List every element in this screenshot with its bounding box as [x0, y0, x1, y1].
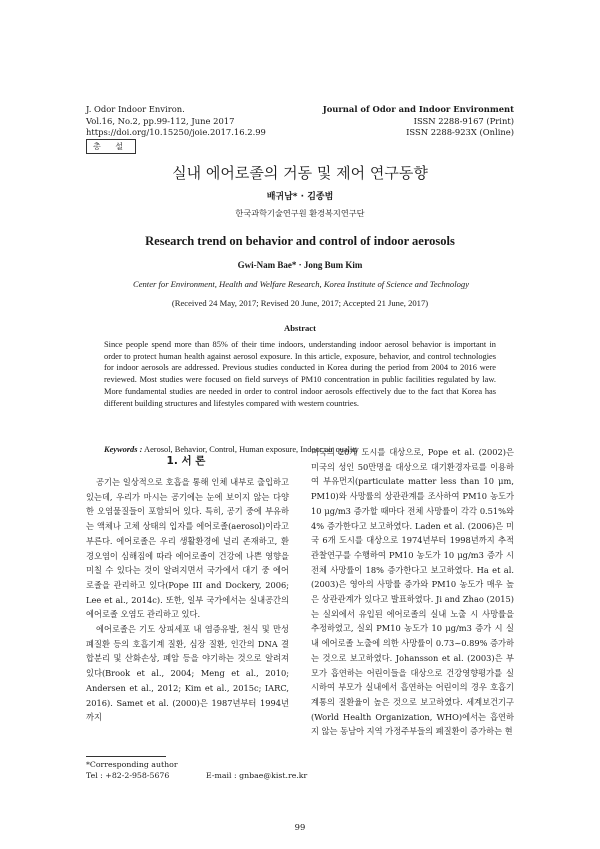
keywords-label: Keywords :: [104, 445, 143, 454]
authors-korean: 배귀남* · 김종범: [266, 192, 334, 202]
paragraph: 공기는 일상적으로 호흡을 통해 인체 내부로 출입하고 있는데, 우리가 마시는 공기에는 눈에 보이지 않는 다양한 오염물질들이 포함되어 있다. 특히, 공기 중에 부유하는 액체나 고체 상태의 입자를 에어로졸(aerosol)이라고 부른다. 에어로졸은 우리 생활환경에 널리 존재하고, 환경오염이 심해짐에 따라 에어로졸이 건강에 나쁜 영향을 미칠 수 있다는 것이 알려지면서 국가에서 대기 중 에어로졸을 관리하고 있다(Pope III and Dockery, 2006; Lee et al., 2014c). 또한, 일부 국가에서는 실내공간의 에어로졸 오염도 관리하고 있다.: [86, 477, 289, 620]
page-number: 99: [294, 822, 306, 832]
abstract-text: Since people spend more than 85% of their time indoors, understanding indoor aerosol behavior is important in order to protect human health against aerosol exposure. In this article, exposure, behavior, and control technologies for indoor aerosols are addressed. Previous studies conducted in Korea during the period from 2004 to 2016 were reviewed. Most studies were focused on field surveys of PM10 concentration in public facilities regulated by law. More fundamental studies are needed in order to control indoor aerosols effectively due to the fact that Korea has different building structures and lifestyles compared with western countries.: [104, 340, 496, 408]
corresponding-author-note: *Corresponding author: [86, 760, 178, 769]
affiliation-english: Center for Environment, Health and Welfare Research, Korea Institute of Science and Technology: [132, 279, 470, 289]
paragraph: 에어로졸은 기도 상피세포 내 염증유발, 천식 및 만성 폐질환 등의 호흡기계 질환, 심장 질환, 인간의 DNA 결합분리 및 산화손상, 폐암 등을 야기하는 것으로 알려져 있다(Brook et al., 2004; Meng et al., 2010; Andersen et al., 2012; Kim et al., 2015c; IARC, 2016). Samet et al. (2000)은 1987년부터 1994년까지: [86, 624, 289, 723]
footnote-rule: [86, 756, 166, 757]
journal-info: [264, 104, 514, 139]
issn-online: ISSN 2288-923X (Online): [406, 127, 514, 137]
abstract-heading: Abstract: [284, 323, 316, 333]
section-heading-introduction: 1. 서 론: [166, 455, 206, 467]
authors-english: Gwi-Nam Bae* · Jong Bum Kim: [237, 260, 363, 270]
email-address[interactable]: E-mail : gnbae@kist.re.kr: [206, 771, 308, 780]
volume-pages: Vol.16, No.2, pp.99-112, June 2017: [86, 115, 235, 126]
body-column-left: [86, 475, 289, 725]
journal-abbrev: J. Odor Indoor Environ.: [86, 104, 185, 114]
received-dates: (Received 24 May, 2017; Revised 20 June, 2017; Accepted 21 June, 2017): [171, 298, 429, 308]
keywords-list: Aerosol, Behavior, Control, Human exposure, Indoor air quality: [144, 445, 359, 454]
article-type-badge: 총 설: [86, 139, 136, 154]
paragraph: 미국의 20개 도시를 대상으로, Pope et al. (2002)은 미국의 성인 50만명을 대상으로 대기환경자료를 이용하여 부유먼지(particulate matter less than 10 μm, PM10)와 사망률의 상관관계를 조사하여 PM10 농도가 10 μg/m3 증가할 때마다 전체 사망률이 각각 0.51%와 4% 증가한다고 보고하였다. Laden et al. (2006)은 미국 6개 도시를 대상으로 1974년부터 1998년까지 추적관찰연구를 수행하여 PM10 농도가 10 μg/m3 증가 시 전체 사망률이 18% 증가한다고 보고하였다. Ha et al. (2003)은 영아의 사망률 증가와 PM10 농도가 매우 높은 상관관계가 있다고 발표하였다. Ji and Zhao (2015)는 실외에서 유입된 에어로졸의 실내 노출 시 사망률을 추정하였고, 실외 PM10 농도가 10 μg/m3 증가 시 실내 에어로졸 노출에 의한 사망률이 0.73~0.89% 증가하는 것으로 보고하였다. Johansson et al. (2003)은 부모가 흡연하는 어린이들을 대상으로 건강영향평가를 실시하여 부모가 실내에서 흡연하는 어린이의 경우 호흡기계통의 질환율이 높은 것으로 보고하였다. 세계보건기구(World Health Organization, WHO)에서는 흡연하지 않는 동남아 지역 가정주부들의 폐질환이 증가하는 현: [311, 447, 514, 737]
issn-print: ISSN 2288-9167 (Print): [413, 115, 514, 126]
affiliation-korean: 한국과학기술연구원 환경복지연구단: [235, 208, 365, 218]
journal-name: Journal of Odor and Indoor Environment: [322, 104, 514, 114]
footnote: [86, 759, 356, 781]
doi-link[interactable]: https://doi.org/10.15250/joie.2017.16.2.99: [86, 127, 266, 137]
title-korean: 실내 에어로졸의 거동 및 제어 연구동향: [172, 164, 428, 182]
telephone: Tel : +82-2-958-5676: [86, 771, 170, 780]
title-english: Research trend on behavior and control of indoor aerosols: [145, 234, 455, 248]
body-column-right: [311, 445, 514, 739]
